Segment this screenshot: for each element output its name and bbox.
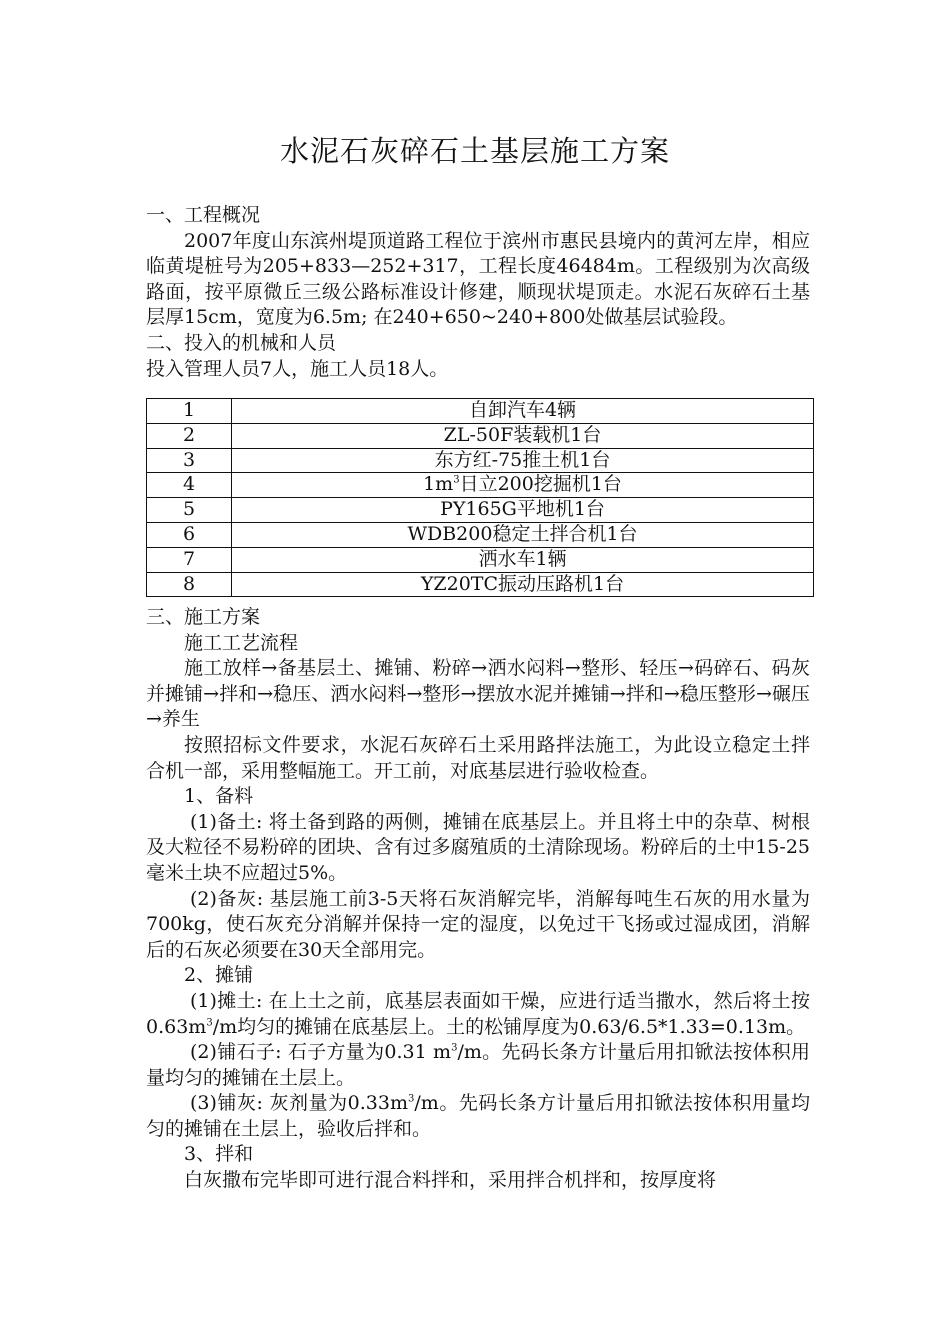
equipment-no: 8 — [147, 572, 232, 597]
superscript: 3 — [407, 1093, 415, 1105]
table-row — [147, 448, 814, 473]
spreading-lime — [146, 1091, 810, 1142]
subsection-heading-spreading: 2、摊铺 — [184, 964, 254, 987]
table-row — [147, 547, 814, 572]
paragraph-text: (1)摊土: 在上土之前，底基层表面如干燥，应进行适当撒水，然后将土按0.63m — [146, 989, 810, 1038]
equipment-no: 5 — [147, 498, 232, 523]
paragraph-text: /m均匀的摊铺在底基层上。土的松铺厚度为0.63/6.5*1.33=0.13m。 — [212, 1015, 806, 1038]
subsection-heading-materials: 1、备料 — [184, 785, 254, 808]
table-row — [147, 399, 814, 424]
overview-paragraph: 2007年度山东滨州堤顶道路工程位于滨州市惠民县境内的黄河左岸，相应临黄堤桩号为205+833—252+317，工程长度46484m。工程级别为次高级路面，按平原微丘三级公路标准设计修建，顺现状堤顶走。水泥石灰碎石土基层厚15cm，宽度为6.5m; 在240+650~240+800处做基层试验段。 — [146, 229, 810, 329]
section-heading-plan: 三、施工方案 — [146, 606, 261, 628]
mixing-paragraph: 白灰撒布完毕即可进行混合料拌和，采用拌合机拌和，按厚度将 — [184, 1169, 717, 1192]
process-flow: 施工放样→备基层土、摊铺、粉碎→洒水闷料→整形、轻压→码碎石、码灰并摊铺→拌和→稳压、洒水闷料→整形→摆放水泥并摊铺→拌和→稳压整形→碾压→养生 — [146, 657, 810, 731]
equipment-item — [232, 473, 814, 498]
table-row — [147, 473, 814, 498]
equipment-no: 1 — [147, 399, 232, 424]
equipment-no: 3 — [147, 448, 232, 473]
staff-count: 投入管理人员7人，施工人员18人。 — [146, 357, 449, 380]
equipment-item-text: 日立200挖掘机1台 — [459, 473, 622, 496]
equipment-item: ZL-50F装载机1台 — [232, 423, 814, 448]
section-overview — [146, 203, 810, 382]
subsection-heading-mixing: 3、拌和 — [184, 1143, 254, 1166]
equipment-no: 2 — [147, 423, 232, 448]
table-row — [147, 572, 814, 597]
plan-intro: 按照招标文件要求，水泥石灰碎石土采用路拌法施工，为此设立稳定土拌合机一部，采用整幅施工。开工前，对底基层进行验收检查。 — [146, 733, 810, 782]
section-heading-resources: 二、投入的机械和人员 — [146, 331, 337, 354]
paragraph-text: (2)铺石子: 石子方量为0.31 m — [190, 1041, 452, 1064]
paragraph-text: /m。先码长条方计量后用扣锨法按体积用量均匀的摊铺在土层上。 — [146, 1041, 811, 1089]
equipment-no: 4 — [147, 473, 232, 498]
equipment-item-text: 1m — [423, 473, 454, 496]
superscript: 3 — [453, 475, 460, 487]
superscript: 3 — [451, 1042, 458, 1054]
table-row — [147, 498, 814, 523]
equipment-item: WDB200稳定土拌合机1台 — [232, 522, 814, 547]
materials-soil: (1)备土: 将土备到路的两侧，摊铺在底基层上。并且将土中的杂草、树根及大粒径不易粉碎的团块、含有过多腐殖质的土清除现场。粉碎后的土中15-25毫米土块不应超过5%。 — [146, 810, 810, 884]
equipment-item: YZ20TC振动压路机1台 — [232, 572, 814, 597]
equipment-table — [146, 398, 814, 597]
equipment-item: 东方红-75推土机1台 — [232, 448, 814, 473]
document-title: 水泥石灰碎石土基层施工方案 — [279, 134, 670, 168]
materials-lime: (2)备灰: 基层施工前3-5天将石灰消解完毕，消解每吨生石灰的用水量为700kg，使石灰充分消解并保持一定的湿度，以免过干飞扬或过湿成团，消解后的石灰必须要在30天全部用完。 — [146, 887, 810, 961]
paragraph-text: /m。先码长条方计量后用扣锨法按体积用量均匀的摊铺在土层上，验收后拌和。 — [146, 1092, 810, 1140]
equipment-item: 洒水车1辆 — [232, 547, 814, 572]
equipment-no: 6 — [147, 522, 232, 547]
spreading-stone — [146, 1040, 810, 1091]
spreading-soil — [146, 989, 810, 1040]
superscript: 3 — [206, 1017, 213, 1029]
paragraph-text: (3)铺灰: 灰剂量为0.33m — [190, 1092, 408, 1115]
equipment-no: 7 — [147, 547, 232, 572]
table-row — [147, 423, 814, 448]
table-row — [147, 522, 814, 547]
equipment-item: 自卸汽车4辆 — [232, 399, 814, 424]
flow-heading: 施工工艺流程 — [184, 631, 299, 654]
section-plan — [146, 605, 810, 1194]
equipment-item: PY165G平地机1台 — [232, 498, 814, 523]
section-heading-overview: 一、工程概况 — [146, 204, 261, 226]
